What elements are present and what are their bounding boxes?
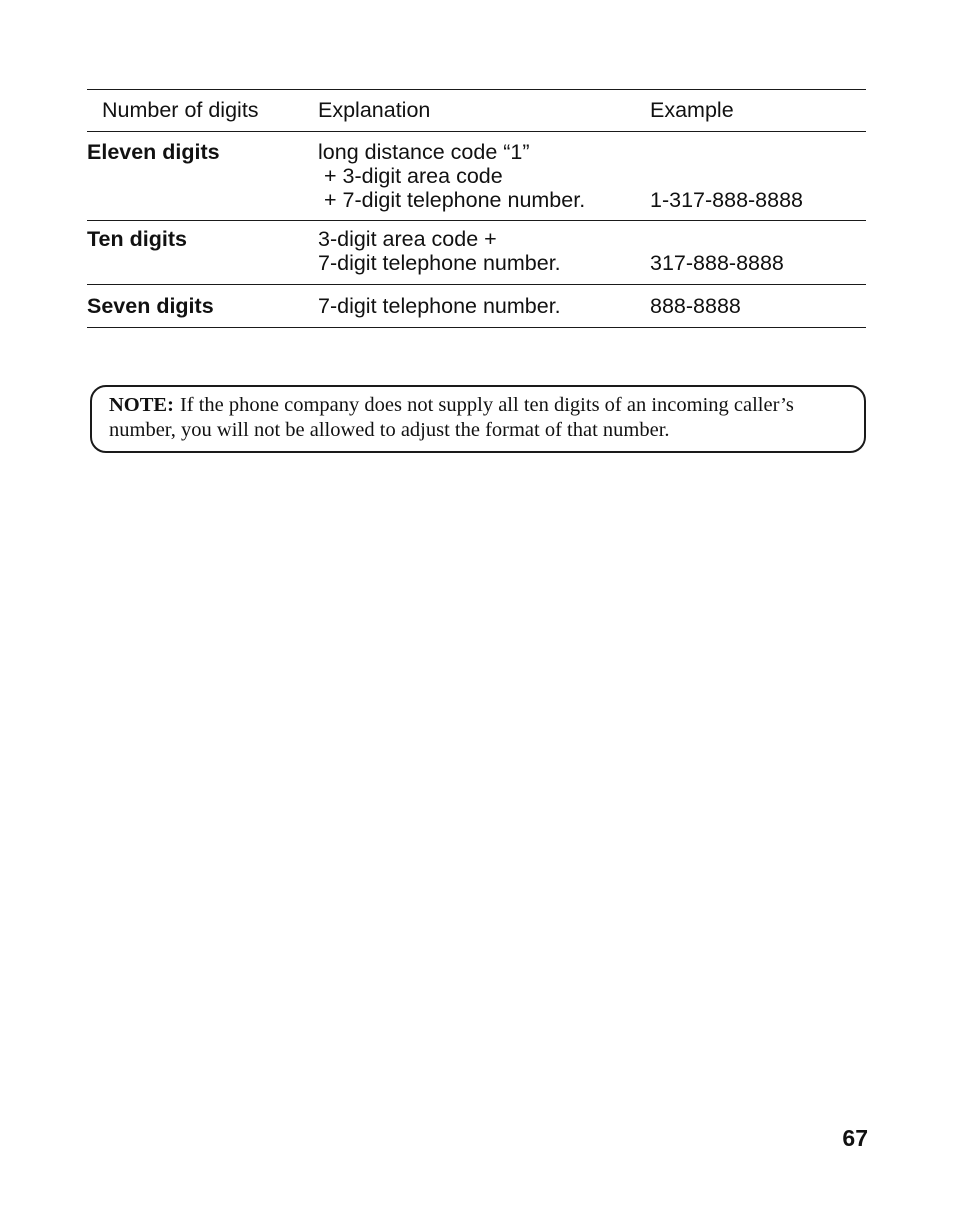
row-explanation xyxy=(318,140,585,212)
header-example: Example xyxy=(650,98,734,122)
explanation-line: 7-digit telephone number. xyxy=(318,251,561,275)
explanation-line: long distance code “1” xyxy=(318,140,530,164)
row-label: Ten digits xyxy=(87,227,187,251)
example-value: 888-8888 xyxy=(650,294,741,318)
table-row xyxy=(87,284,866,328)
row-example xyxy=(650,227,784,275)
header-explanation: Explanation xyxy=(318,98,431,122)
note-text: If the phone company does not supply all ten digits of an incoming caller’s number, you will not be allowed to adjust the format of that number. xyxy=(109,394,794,441)
note-box xyxy=(90,385,866,453)
note-label: NOTE: xyxy=(109,394,174,416)
example-value: 317-888-8888 xyxy=(650,251,784,275)
table-row xyxy=(87,220,866,284)
header-number-of-digits: Number of digits xyxy=(102,98,259,122)
digit-format-table xyxy=(87,89,866,328)
table-header-row xyxy=(87,89,866,131)
row-example xyxy=(650,140,803,212)
explanation-line: + 3-digit area code xyxy=(324,164,503,188)
row-explanation xyxy=(318,227,561,275)
table-row xyxy=(87,131,866,220)
row-explanation xyxy=(318,294,561,318)
explanation-line: + 7-digit telephone number. xyxy=(324,188,586,212)
example-value: 1-317-888-8888 xyxy=(650,188,804,212)
page-number: 67 xyxy=(842,1125,868,1151)
row-label: Eleven digits xyxy=(87,140,220,164)
row-label: Seven digits xyxy=(87,294,214,318)
row-example xyxy=(650,294,741,318)
explanation-line: 7-digit telephone number. xyxy=(318,294,561,318)
explanation-line: 3-digit area code + xyxy=(318,227,497,251)
